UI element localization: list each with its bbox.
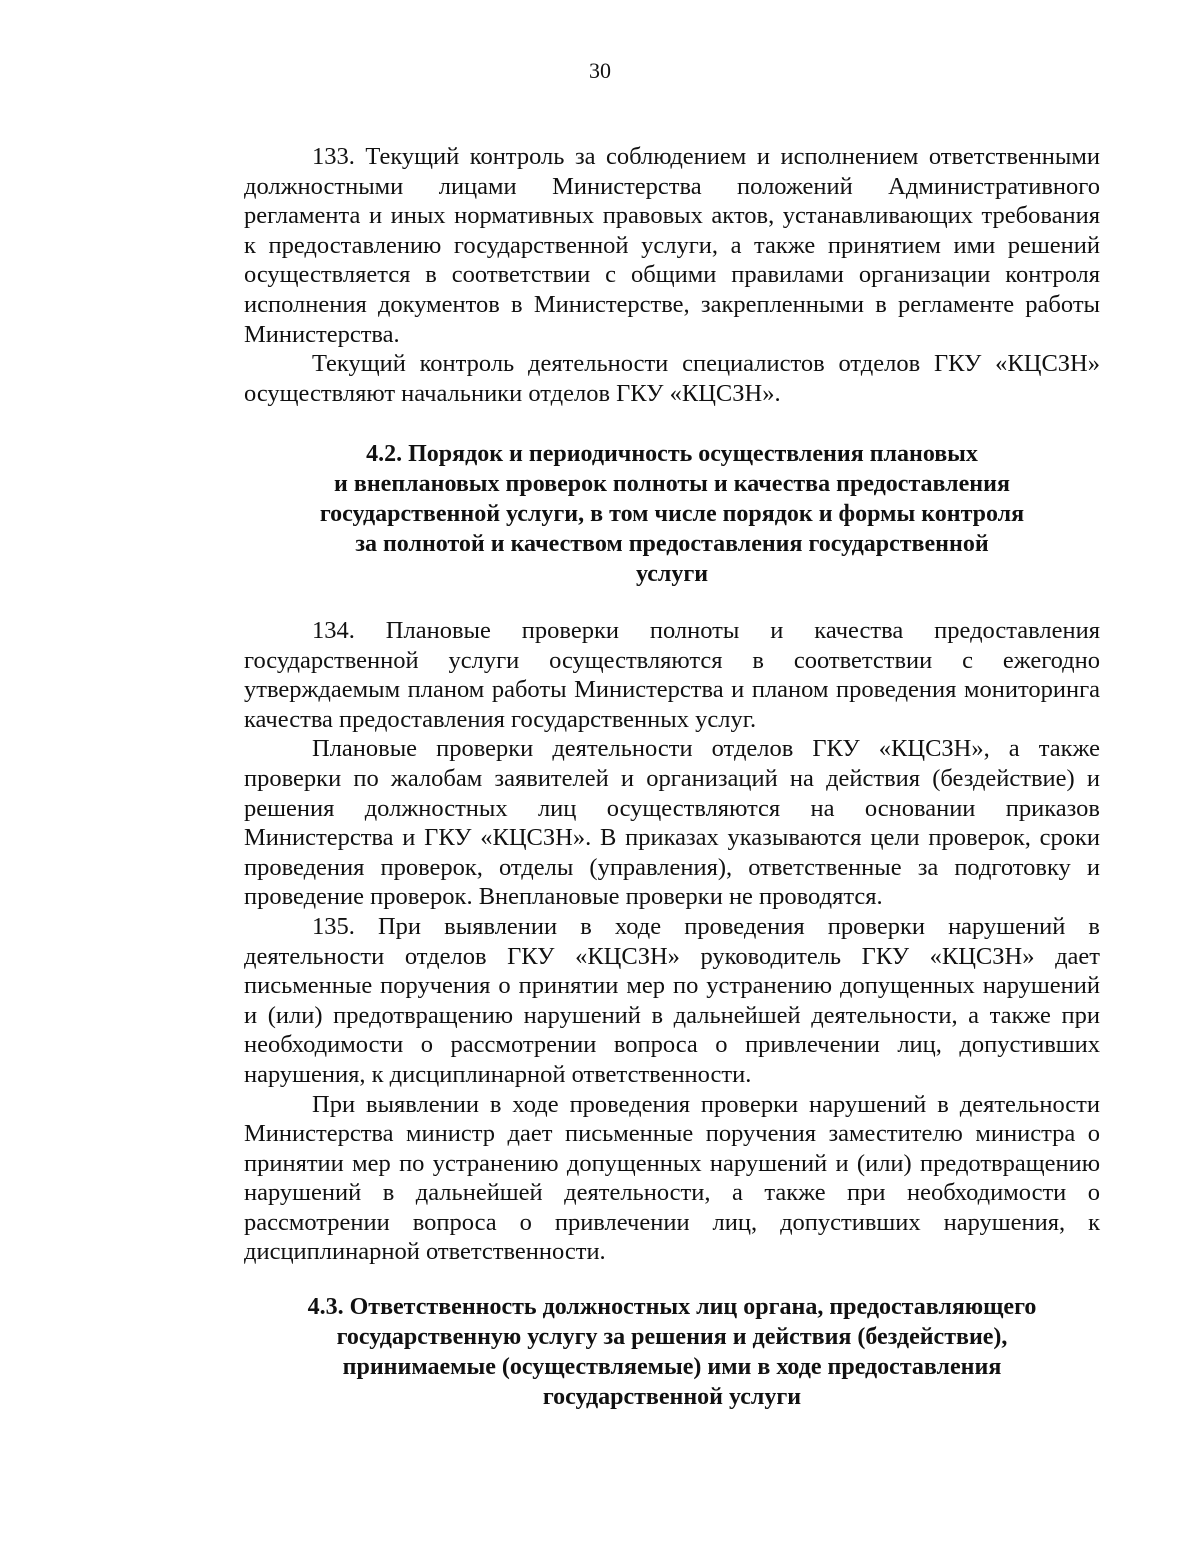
heading-line: за полнотой и качеством предоставления государственной — [355, 531, 989, 557]
heading-line: государственной услуги — [542, 1384, 802, 1410]
page-number: 30 — [589, 58, 611, 83]
heading-line: и внеплановых проверок полноты и качества предоставления — [334, 471, 1010, 497]
heading-line: 4.3. Ответственность должностных лиц органа, предоставляющего — [307, 1294, 1037, 1320]
heading-line: государственную услугу за решения и действия (бездействие), — [336, 1324, 1008, 1350]
heading-line: 4.2. Порядок и периодичность осуществления плановых — [366, 441, 978, 467]
heading-line: принимаемые (осуществляемые) ими в ходе предоставления — [342, 1354, 1002, 1380]
paragraph-134: 134. Плановые проверки полноты и качества предоставления государственной услуги осуществляются в соответствии с ежегодно утверждаемым планом работы Министерства и планом проведения мониторинга качества предоставления государственных услуг. — [244, 617, 1100, 733]
heading-line: услуги — [635, 561, 709, 587]
section-4-2-body — [244, 616, 1100, 1267]
paragraph-current-control-specialists: Текущий контроль деятельности специалистов отделов ГКУ «КЦСЗН» осуществляют начальники отделов ГКУ «КЦСЗН». — [244, 350, 1100, 407]
section-heading-4-2 — [244, 439, 1100, 589]
heading-line: государственной услуги, в том числе порядок и формы контроля — [319, 501, 1025, 527]
section-heading-4-3 — [244, 1292, 1100, 1412]
section-4-1-body — [244, 142, 1100, 408]
paragraph-133: 133. Текущий контроль за соблюдением и исполнением ответственными должностными лицами Министерства положений Административного регламента и иных нормативных правовых актов, устанавливающих требования к предоставлению государственной услуги, а также принятием ими решений осуществляется в соответствии с общими правилами организации контроля исполнения документов в Министерстве, закрепленными в регламенте работы Министерства. — [244, 143, 1100, 348]
paragraph-135: 135. При выявлении в ходе проведения проверки нарушений в деятельности отделов ГКУ «КЦСЗН» руководитель ГКУ «КЦСЗН» дает письменные поручения о принятии мер по устранению допущенных нарушений и (или) предотвращению нарушений в дальнейшей деятельности, а также при необходимости о рассмотрении вопроса о привлечении лиц, допустивших нарушения, к дисциплинарной ответственности. — [244, 912, 1100, 1088]
paragraph-ministry-violations: При выявлении в ходе проведения проверки нарушений в деятельности Министерства министр дает письменные поручения заместителю министра о принятии мер по устранению допущенных нарушений и (или) предотвращению нарушений в дальнейшей деятельности, а также при необходимости о рассмотрении вопроса о привлечении лиц, допустивших нарушения, к дисциплинарной ответственности. — [244, 1090, 1100, 1266]
paragraph-planned-inspections: Плановые проверки деятельности отделов ГКУ «КЦСЗН», а также проверки по жалобам заявителей и организаций на действия (бездействие) и решения должностных лиц осуществляются на основании приказов Министерства и ГКУ «КЦСЗН». В приказах указываются цели проверок, сроки проведения проверок, отделы (управления), ответственные за подготовку и проведение проверок. Внеплановые проверки не проводятся. — [244, 735, 1100, 911]
